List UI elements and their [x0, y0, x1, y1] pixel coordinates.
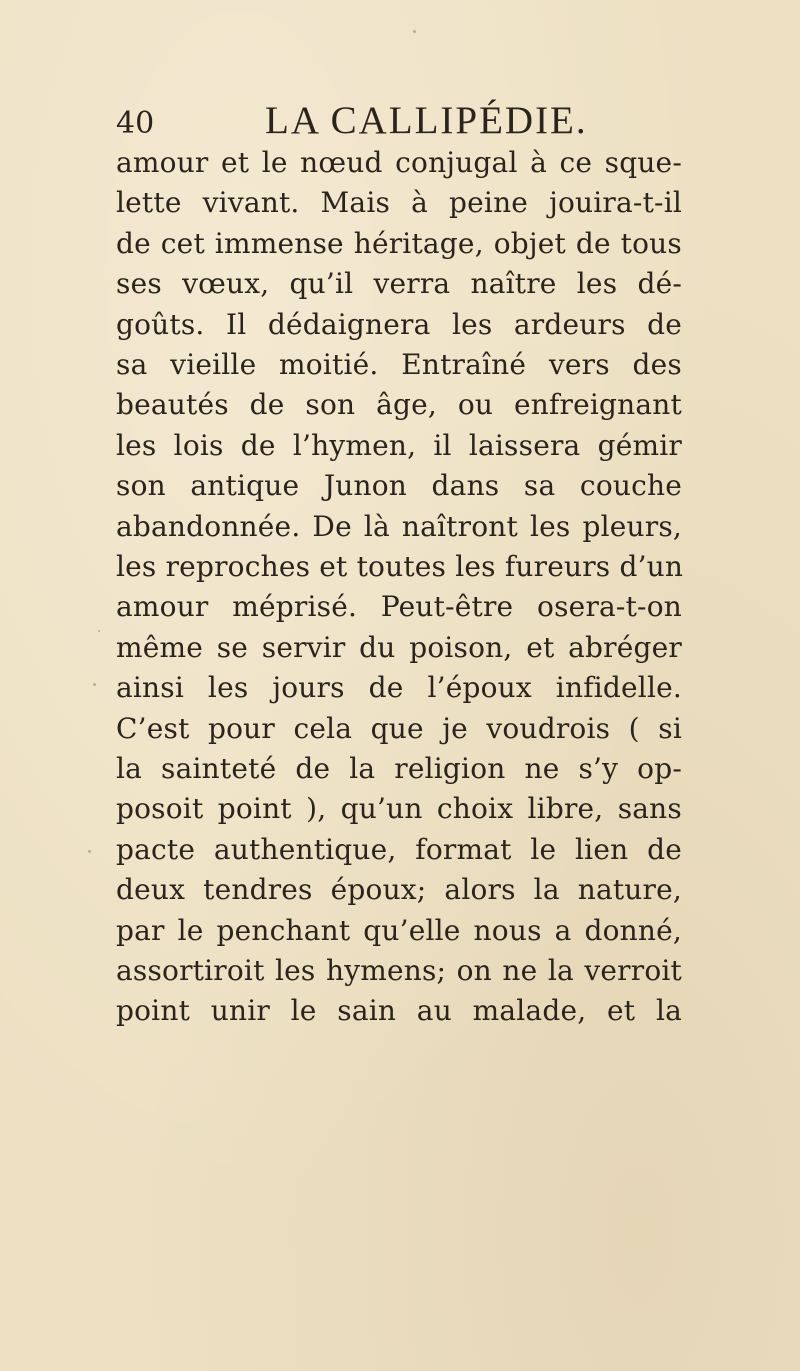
- text-line: les lois de l’hymen, il laissera gémir: [116, 428, 682, 462]
- text-line: amour et le nœud conjugal à ce sque-: [116, 146, 682, 179]
- text-line: les reproches et toutes les fureurs d’un: [116, 550, 684, 583]
- text-line: sa vieille moitié. Entraîné vers des: [116, 348, 682, 381]
- text-line: son antique Junon dans sa couche: [116, 469, 682, 503]
- text-line: de cet immense héritage, objet de tous: [116, 226, 682, 260]
- text-line: C’est pour cela que je voudrois ( si: [116, 711, 682, 745]
- text-line: amour méprisé. Peut-être osera-t-on: [116, 590, 682, 624]
- text-line: la sainteté de la religion ne s’y op-: [116, 752, 682, 785]
- text-line: posoit point ), qu’un choix libre, sans: [116, 792, 682, 826]
- text-line: ses vœux, qu’il verra naître les dé-: [116, 267, 682, 301]
- paper-speck: [93, 683, 96, 686]
- text-line: abandonnée. De là naîtront les pleurs,: [116, 509, 682, 543]
- page-number: 40: [116, 106, 155, 141]
- paper-speck: [88, 850, 91, 853]
- page-header: [0, 98, 800, 148]
- text-line: pacte authentique, format le lien de: [116, 832, 682, 866]
- text-line: lette vivant. Mais à peine jouira-t-il: [116, 186, 682, 220]
- text-line: goûts. Il dédaignera les ardeurs de: [116, 307, 682, 341]
- paper-speck: [98, 630, 100, 632]
- text-line: par le penchant qu’elle nous a donné,: [116, 913, 682, 947]
- text-line: même se servir du poison, et abréger: [116, 630, 682, 664]
- paper-speck: [413, 30, 416, 33]
- text-line: ainsi les jours de l’époux infidelle.: [116, 671, 682, 705]
- running-title: LA CALLIPÉDIE.: [265, 99, 588, 142]
- text-line: point unir le sain au malade, et la: [116, 994, 682, 1028]
- text-line: beautés de son âge, ou enfreignant: [116, 388, 682, 422]
- text-line: deux tendres époux; alors la nature,: [116, 873, 682, 907]
- text-line: assortiroit les hymens; on ne la verroit: [116, 954, 682, 987]
